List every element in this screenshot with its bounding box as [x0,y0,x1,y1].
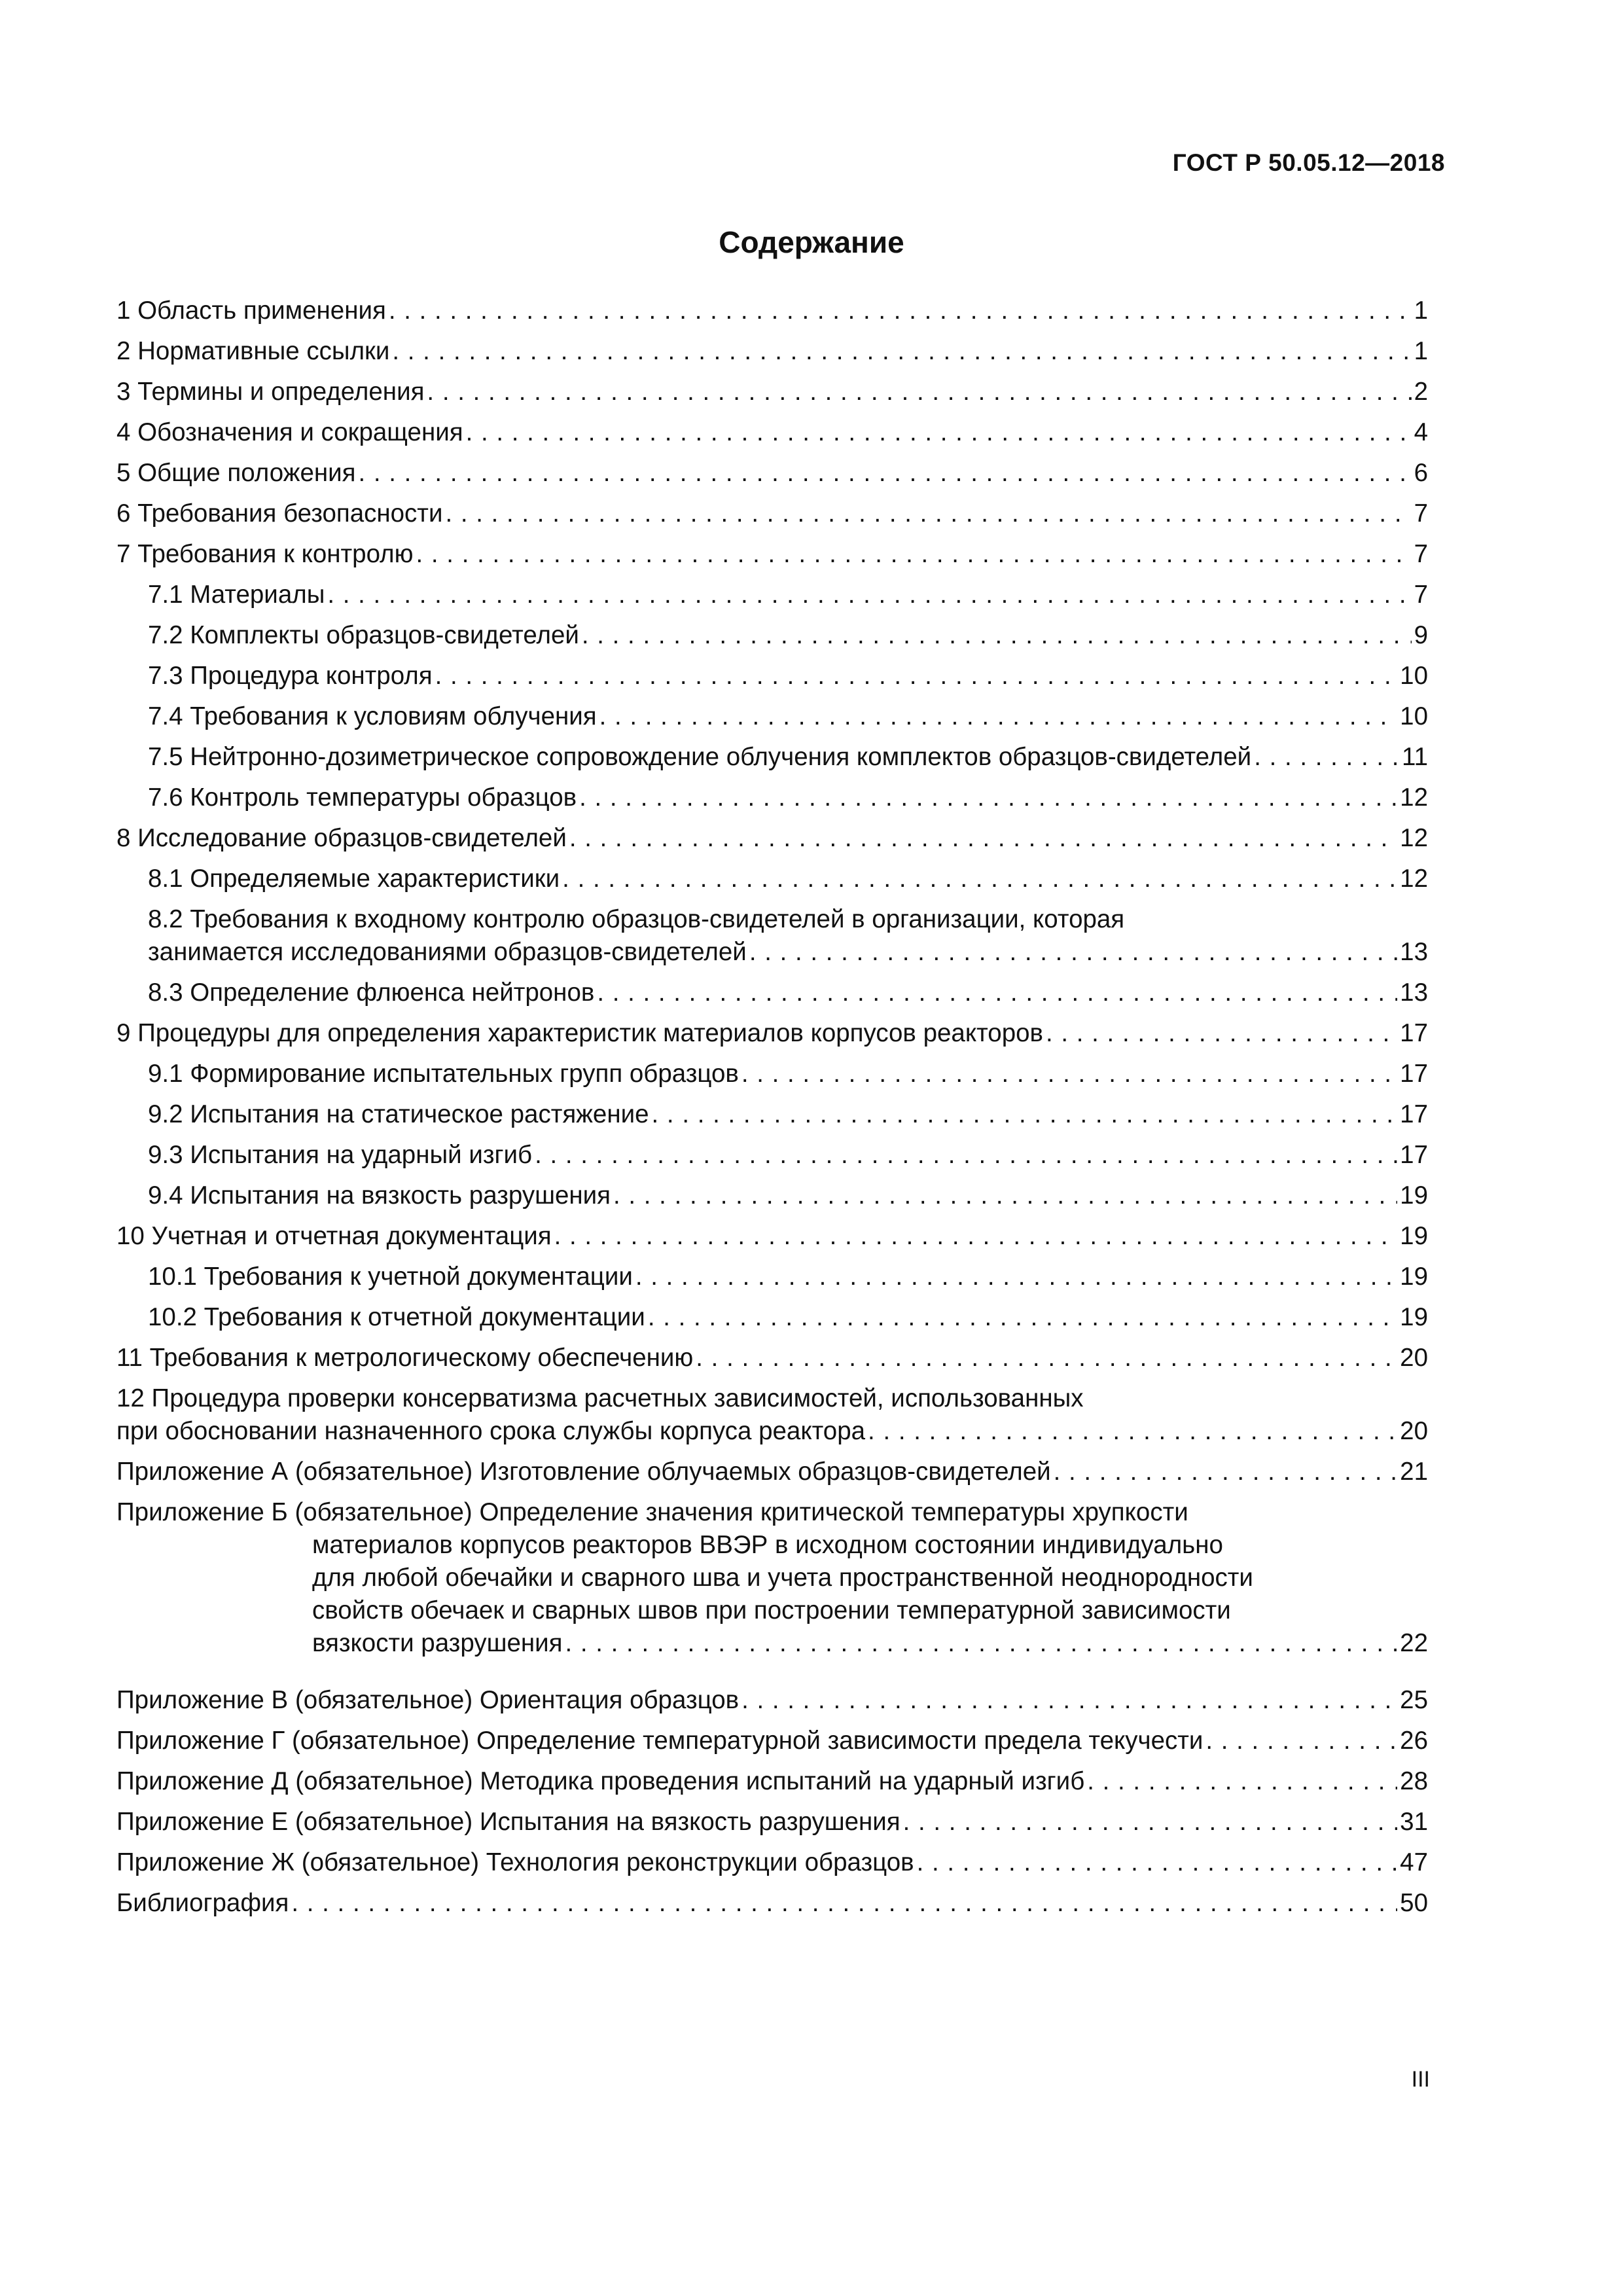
toc-entry-page: 17 [1400,1141,1428,1169]
toc-entry-title: 4 Обозначения и сокращения [116,418,463,446]
toc-entry-page: 19 [1400,1222,1428,1250]
toc-entry-title: Приложение А (обязательное) Изготовление облучаемых образцов-свидетелей [116,1458,1051,1486]
document-code: ГОСТ Р 50.05.12—2018 [1172,149,1445,176]
toc-entry-title: 7.4 Требования к условиям облучения [148,702,597,730]
dot-leader [917,1846,1398,1879]
toc-entry-10-2[interactable] [116,1301,1428,1342]
toc-entry-page: 22 [1400,1629,1428,1657]
toc-entry-page: 50 [1400,1889,1428,1917]
toc-entry-page: 17 [1400,1019,1428,1047]
toc-entry-8[interactable] [116,822,1428,863]
toc-entry-page: 7 [1414,540,1428,568]
toc-entry-title: 9.3 Испытания на ударный изгиб [148,1141,533,1169]
toc-entry-title: 8.3 Определение флюенса нейтронов [148,978,595,1007]
toc-entry-title: 5 Общие положения [116,459,356,487]
dot-leader [749,936,1397,969]
dot-leader [635,1261,1397,1293]
page-number: III [1411,2067,1430,2092]
appendix-label: Приложение Б (обязательное) [116,1498,473,1526]
toc-entry-page: 1 [1414,337,1428,365]
toc-entry-page: 47 [1400,1848,1428,1876]
toc-entry-appendix-zh[interactable] [116,1846,1428,1887]
toc-entry-2[interactable] [116,335,1428,376]
toc-entry-title: 10.2 Требования к отчетной документации [148,1303,645,1331]
dot-leader [597,977,1397,1009]
dot-leader [1254,741,1399,774]
toc-entry-page: 17 [1400,1060,1428,1088]
toc-entry-page: 7 [1414,499,1428,528]
dot-leader [565,1627,1397,1660]
toc-entry-appendix-e[interactable] [116,1806,1428,1846]
toc-entry-title: 7.5 Нейтронно-дозиметрическое сопровождение облучения комплектов образцов-свидетелей [148,743,1252,771]
dot-leader [741,1684,1397,1717]
toc-entry-title-line: вязкости разрушения [312,1629,563,1657]
toc-title: Содержание [719,225,904,259]
toc-entry-7-1[interactable] [116,579,1428,619]
dot-leader [579,781,1397,814]
dot-leader [392,335,1411,368]
dot-leader [466,416,1412,449]
toc-entry-5[interactable] [116,457,1428,497]
toc-entry-title-line: для любой обечайки и сварного шва и учета пространственной неоднородности [312,1564,1253,1592]
dot-leader [1205,1725,1397,1757]
dot-leader [582,619,1412,652]
dot-leader [554,1220,1398,1253]
toc-entry-9-3[interactable] [116,1139,1428,1179]
toc-entry-title-line: Определение значения критической температуры хрупкости [479,1498,1188,1526]
dot-leader [327,579,1411,611]
toc-entry-9-1[interactable] [116,1058,1428,1098]
toc-entry-title: 9 Процедуры для определения характеристик материалов корпусов реакторов [116,1019,1043,1047]
toc-entry-page: 28 [1400,1767,1428,1795]
toc-entry-title: 7.6 Контроль температуры образцов [148,783,577,812]
toc-entry-page: 11 [1402,743,1428,771]
toc-entry-page: 9 [1414,621,1428,649]
toc-entry-page: 13 [1400,938,1428,966]
toc-entry-page: 12 [1400,783,1428,812]
toc-entry-page: 7 [1414,581,1428,609]
toc-entry-page: 12 [1400,865,1428,893]
dot-leader [291,1887,1397,1920]
dot-leader [389,295,1412,327]
toc-entry-4[interactable] [116,416,1428,457]
table-of-contents [116,295,1428,1928]
toc-entry-bibliography[interactable] [116,1887,1428,1928]
dot-leader [358,457,1411,490]
toc-entry-title-line: занимается исследованиями образцов-свидетелей [148,938,747,966]
toc-entry-7-2[interactable] [116,619,1428,660]
toc-entry-title: 10 Учетная и отчетная документация [116,1222,552,1250]
toc-entry-page: 17 [1400,1100,1428,1128]
toc-entry-title: 8 Исследование образцов-свидетелей [116,824,567,852]
toc-entry-title: 7.3 Процедура контроля [148,662,433,690]
toc-entry-appendix-a[interactable] [116,1456,1428,1496]
toc-entry-title: 9.1 Формирование испытательных групп образцов [148,1060,739,1088]
toc-entry-7[interactable] [116,538,1428,579]
toc-entry-10-1[interactable] [116,1261,1428,1301]
toc-entry-page: 10 [1400,662,1428,690]
toc-entry-title: 7.2 Комплекты образцов-свидетелей [148,621,579,649]
dot-leader [435,660,1398,692]
toc-entry-title: 9.4 Испытания на вязкость разрушения [148,1181,611,1210]
dot-leader [562,863,1397,895]
toc-entry-title-line: свойств обечаек и сварных швов при построении температурной зависимости [312,1596,1231,1624]
dot-leader [613,1179,1397,1212]
toc-entry-page: 4 [1414,418,1428,446]
toc-entry-title: 6 Требования безопасности [116,499,443,528]
toc-entry-6[interactable] [116,497,1428,538]
toc-entry-11[interactable] [116,1342,1428,1382]
dot-leader [445,497,1411,530]
toc-entry-appendix-b[interactable] [116,1496,1428,1684]
toc-entry-title: 9.2 Испытания на статическое растяжение [148,1100,649,1128]
toc-entry-8-3[interactable] [116,977,1428,1017]
toc-entry-page: 19 [1400,1181,1428,1210]
toc-entry-page: 12 [1400,824,1428,852]
toc-entry-7-5[interactable] [116,741,1428,781]
toc-entry-title: Приложение Д (обязательное) Методика проведения испытаний на ударный изгиб [116,1767,1085,1795]
toc-entry-8-2[interactable] [116,903,1428,977]
toc-entry-title: Приложение Е (обязательное) Испытания на вязкость разрушения [116,1808,901,1836]
toc-entry-page: 10 [1400,702,1428,730]
toc-entry-title: 1 Область применения [116,296,386,325]
toc-entry-title: 3 Термины и определения [116,378,425,406]
toc-entry-title: 7 Требования к контролю [116,540,414,568]
toc-entry-page: 19 [1400,1263,1428,1291]
toc-entry-page: 1 [1414,296,1428,325]
dot-leader [903,1806,1398,1839]
toc-entry-appendix-g[interactable] [116,1725,1428,1765]
toc-entry-3[interactable] [116,376,1428,416]
toc-entry-8-1[interactable] [116,863,1428,903]
dot-leader [741,1058,1397,1090]
toc-entry-10[interactable] [116,1220,1428,1261]
dot-leader [868,1415,1397,1448]
dot-leader [535,1139,1397,1172]
dot-leader [1046,1017,1397,1050]
toc-entry-page: 25 [1400,1686,1428,1714]
toc-entry-title: Приложение Ж (обязательное) Технология реконструкции образцов [116,1848,914,1876]
toc-entry-9-2[interactable] [116,1098,1428,1139]
toc-entry-page: 31 [1400,1808,1428,1836]
dot-leader [569,822,1397,855]
toc-entry-title: Приложение Г (обязательное) Определение температурной зависимости предела текучести [116,1727,1204,1755]
toc-entry-title: 8.1 Определяемые характеристики [148,865,560,893]
dot-leader [416,538,1412,571]
toc-entry-page: 20 [1400,1417,1428,1445]
toc-entry-title: Приложение В (обязательное) Ориентация образцов [116,1686,740,1714]
toc-entry-title-line: 12 Процедура проверки консерватизма расчетных зависимостей, использованных [116,1384,1084,1412]
toc-entry-12[interactable] [116,1382,1428,1456]
dot-leader [1087,1765,1397,1798]
dot-leader [599,700,1398,733]
dot-leader [648,1301,1397,1334]
toc-entry-1[interactable] [116,295,1428,335]
toc-entry-7-3[interactable] [116,660,1428,700]
dot-leader [696,1342,1397,1374]
toc-entry-title: 10.1 Требования к учетной документации [148,1263,633,1291]
toc-entry-title: Библиография [116,1889,289,1917]
toc-entry-title-line: материалов корпусов реакторов ВВЭР в исходном состоянии индивидуально [312,1531,1223,1559]
toc-entry-title: 11 Требования к метрологическому обеспечению [116,1344,694,1372]
toc-entry-page: 20 [1400,1344,1428,1372]
toc-entry-appendix-d[interactable] [116,1765,1428,1806]
toc-entry-page: 21 [1400,1458,1428,1486]
toc-entry-9[interactable] [116,1017,1428,1058]
toc-entry-page: 6 [1414,459,1428,487]
toc-entry-page: 19 [1400,1303,1428,1331]
toc-entry-7-6[interactable] [116,781,1428,822]
toc-entry-7-4[interactable] [116,700,1428,741]
toc-entry-title-line: при обосновании назначенного срока службы корпуса реактора [116,1417,866,1445]
toc-entry-title-line: 8.2 Требования к входному контролю образцов-свидетелей в организации, которая [148,905,1125,933]
toc-entry-page: 26 [1400,1727,1428,1755]
toc-entry-9-4[interactable] [116,1179,1428,1220]
dot-leader [1054,1456,1398,1488]
dot-leader [427,376,1411,408]
toc-entry-title: 2 Нормативные ссылки [116,337,390,365]
dot-leader [652,1098,1398,1131]
toc-entry-title: 7.1 Материалы [148,581,325,609]
toc-entry-appendix-v[interactable] [116,1684,1428,1725]
toc-entry-page: 2 [1414,378,1428,406]
toc-entry-page: 13 [1400,978,1428,1007]
